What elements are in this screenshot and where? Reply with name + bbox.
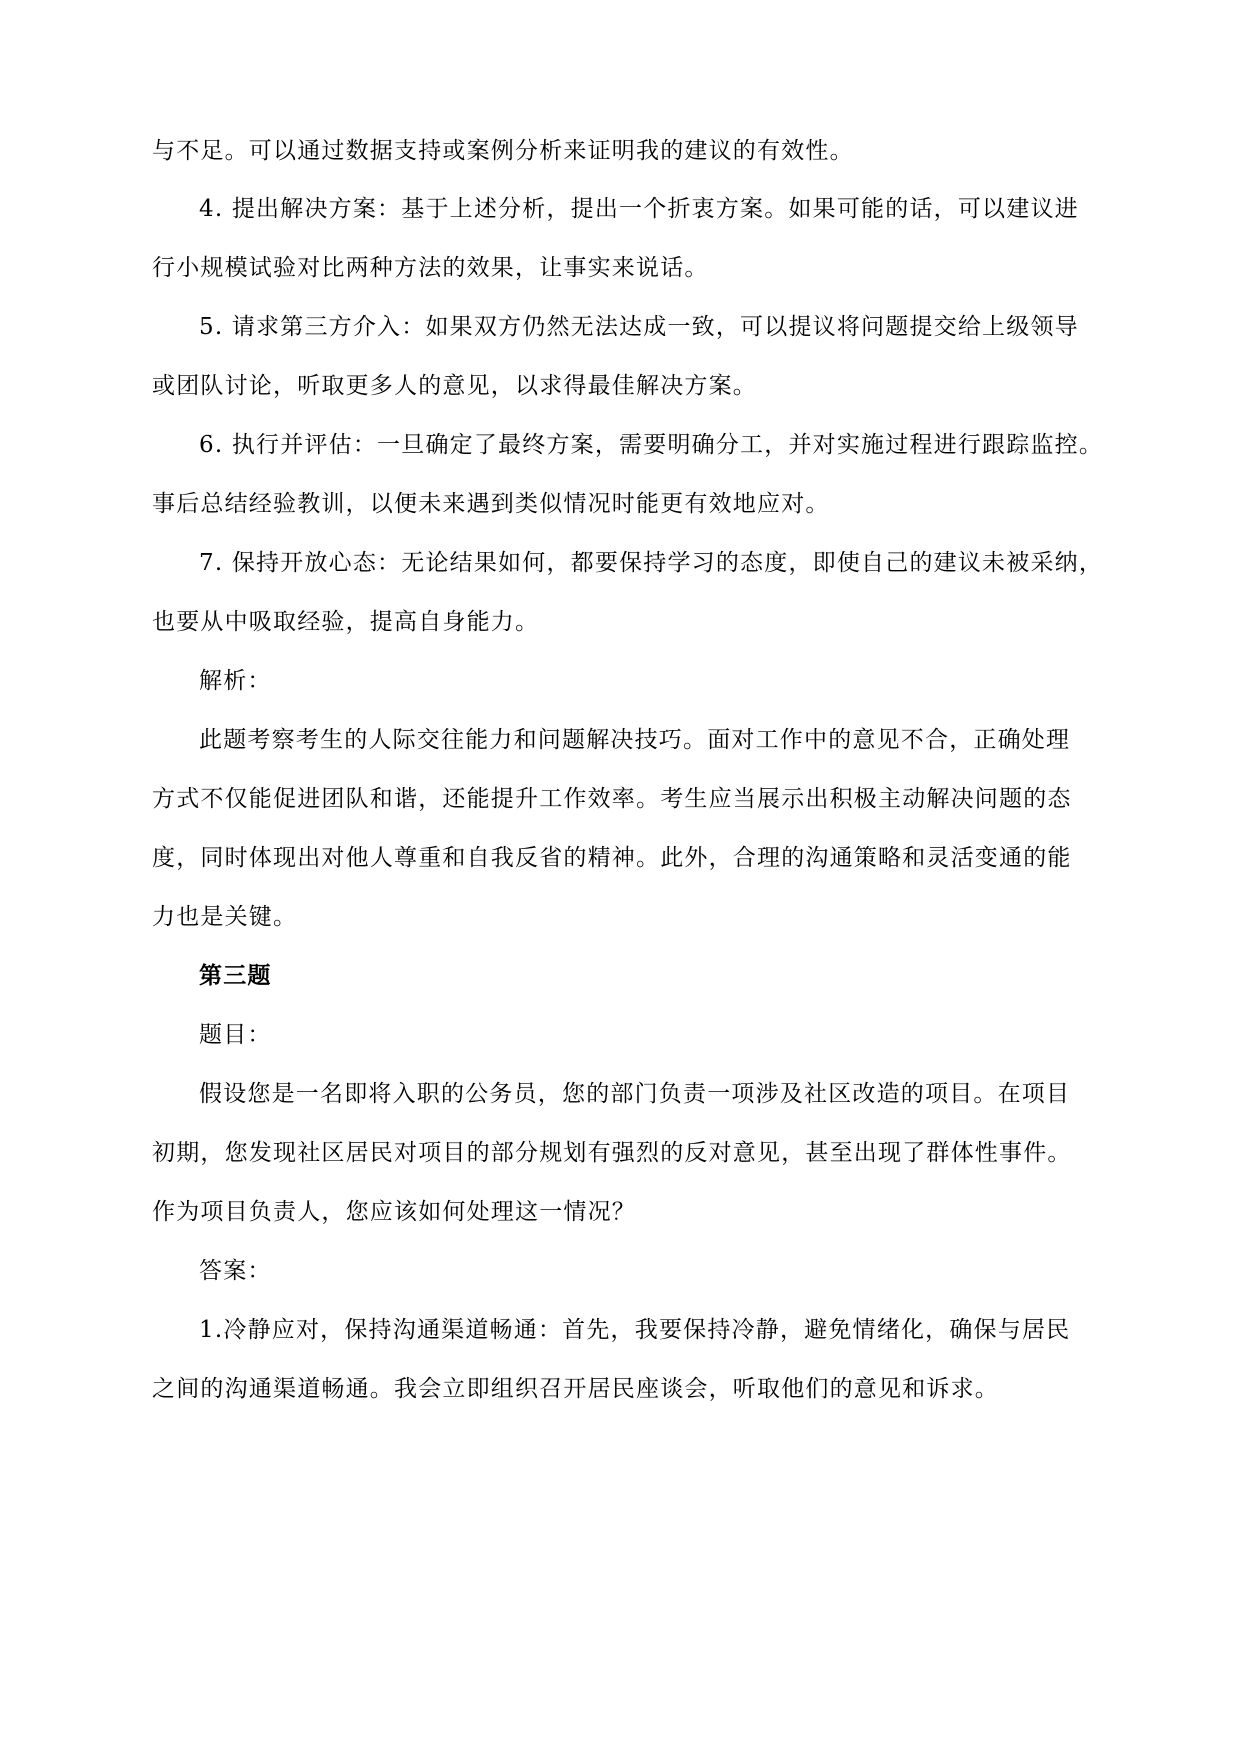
answer-label: 答案： [199,1258,272,1284]
analysis-label: 解析： [199,668,272,694]
text-line: 方式不仅能促进团队和谐，还能提升工作效率。考生应当展示出积极主动解决问题的态 [152,786,1072,812]
text-line: 7. 保持开放心态：无论结果如何，都要保持学习的态度，即使自己的建议未被采纳， [199,550,1104,576]
text-line: 事后总结经验教训，以便未来遇到类似情况时能更有效地应对。 [152,491,830,517]
text-line: 或团队讨论，听取更多人的意见，以求得最佳解决方案。 [152,373,757,399]
text-line: 此题考察考生的人际交往能力和问题解决技巧。面对工作中的意见不合，正确处理 [199,727,1071,753]
text-line: 力也是关键。 [152,904,298,930]
question-label: 题目： [199,1022,272,1048]
text-line: 与不足。可以通过数据支持或案例分析来证明我的建议的有效性。 [152,138,854,164]
text-line: 作为项目负责人，您应该如何处理这一情况？ [152,1199,636,1225]
text-line: 度，同时体现出对他人尊重和自我反省的精神。此外，合理的沟通策略和灵活变通的能 [152,845,1072,871]
text-line: 也要从中吸取经验，提高自身能力。 [152,609,540,635]
section-heading: 第三题 [199,962,272,989]
text-line: 初期，您发现社区居民对项目的部分规划有强烈的反对意见，甚至出现了群体性事件。 [152,1140,1072,1166]
text-line: 5. 请求第三方介入：如果双方仍然无法达成一致，可以提议将问题提交给上级领导 [199,314,1079,340]
text-line: 6. 执行并评估：一旦确定了最终方案，需要明确分工，并对实施过程进行跟踪监控。 [199,432,1104,458]
text-line: 假设您是一名即将入职的公务员，您的部门负责一项涉及社区改造的项目。在项目 [199,1081,1071,1107]
text-line: 行小规模试验对比两种方法的效果，让事实来说话。 [152,255,709,281]
text-line: 4. 提出解决方案：基于上述分析，提出一个折衷方案。如果可能的话，可以建议进 [199,196,1079,222]
text-line: 之间的沟通渠道畅通。我会立即组织召开居民座谈会，听取他们的意见和诉求。 [152,1376,999,1402]
text-line: 1.冷静应对，保持沟通渠道畅通：首先，我要保持冷静，避免情绪化，确保与居民 [199,1317,1071,1343]
